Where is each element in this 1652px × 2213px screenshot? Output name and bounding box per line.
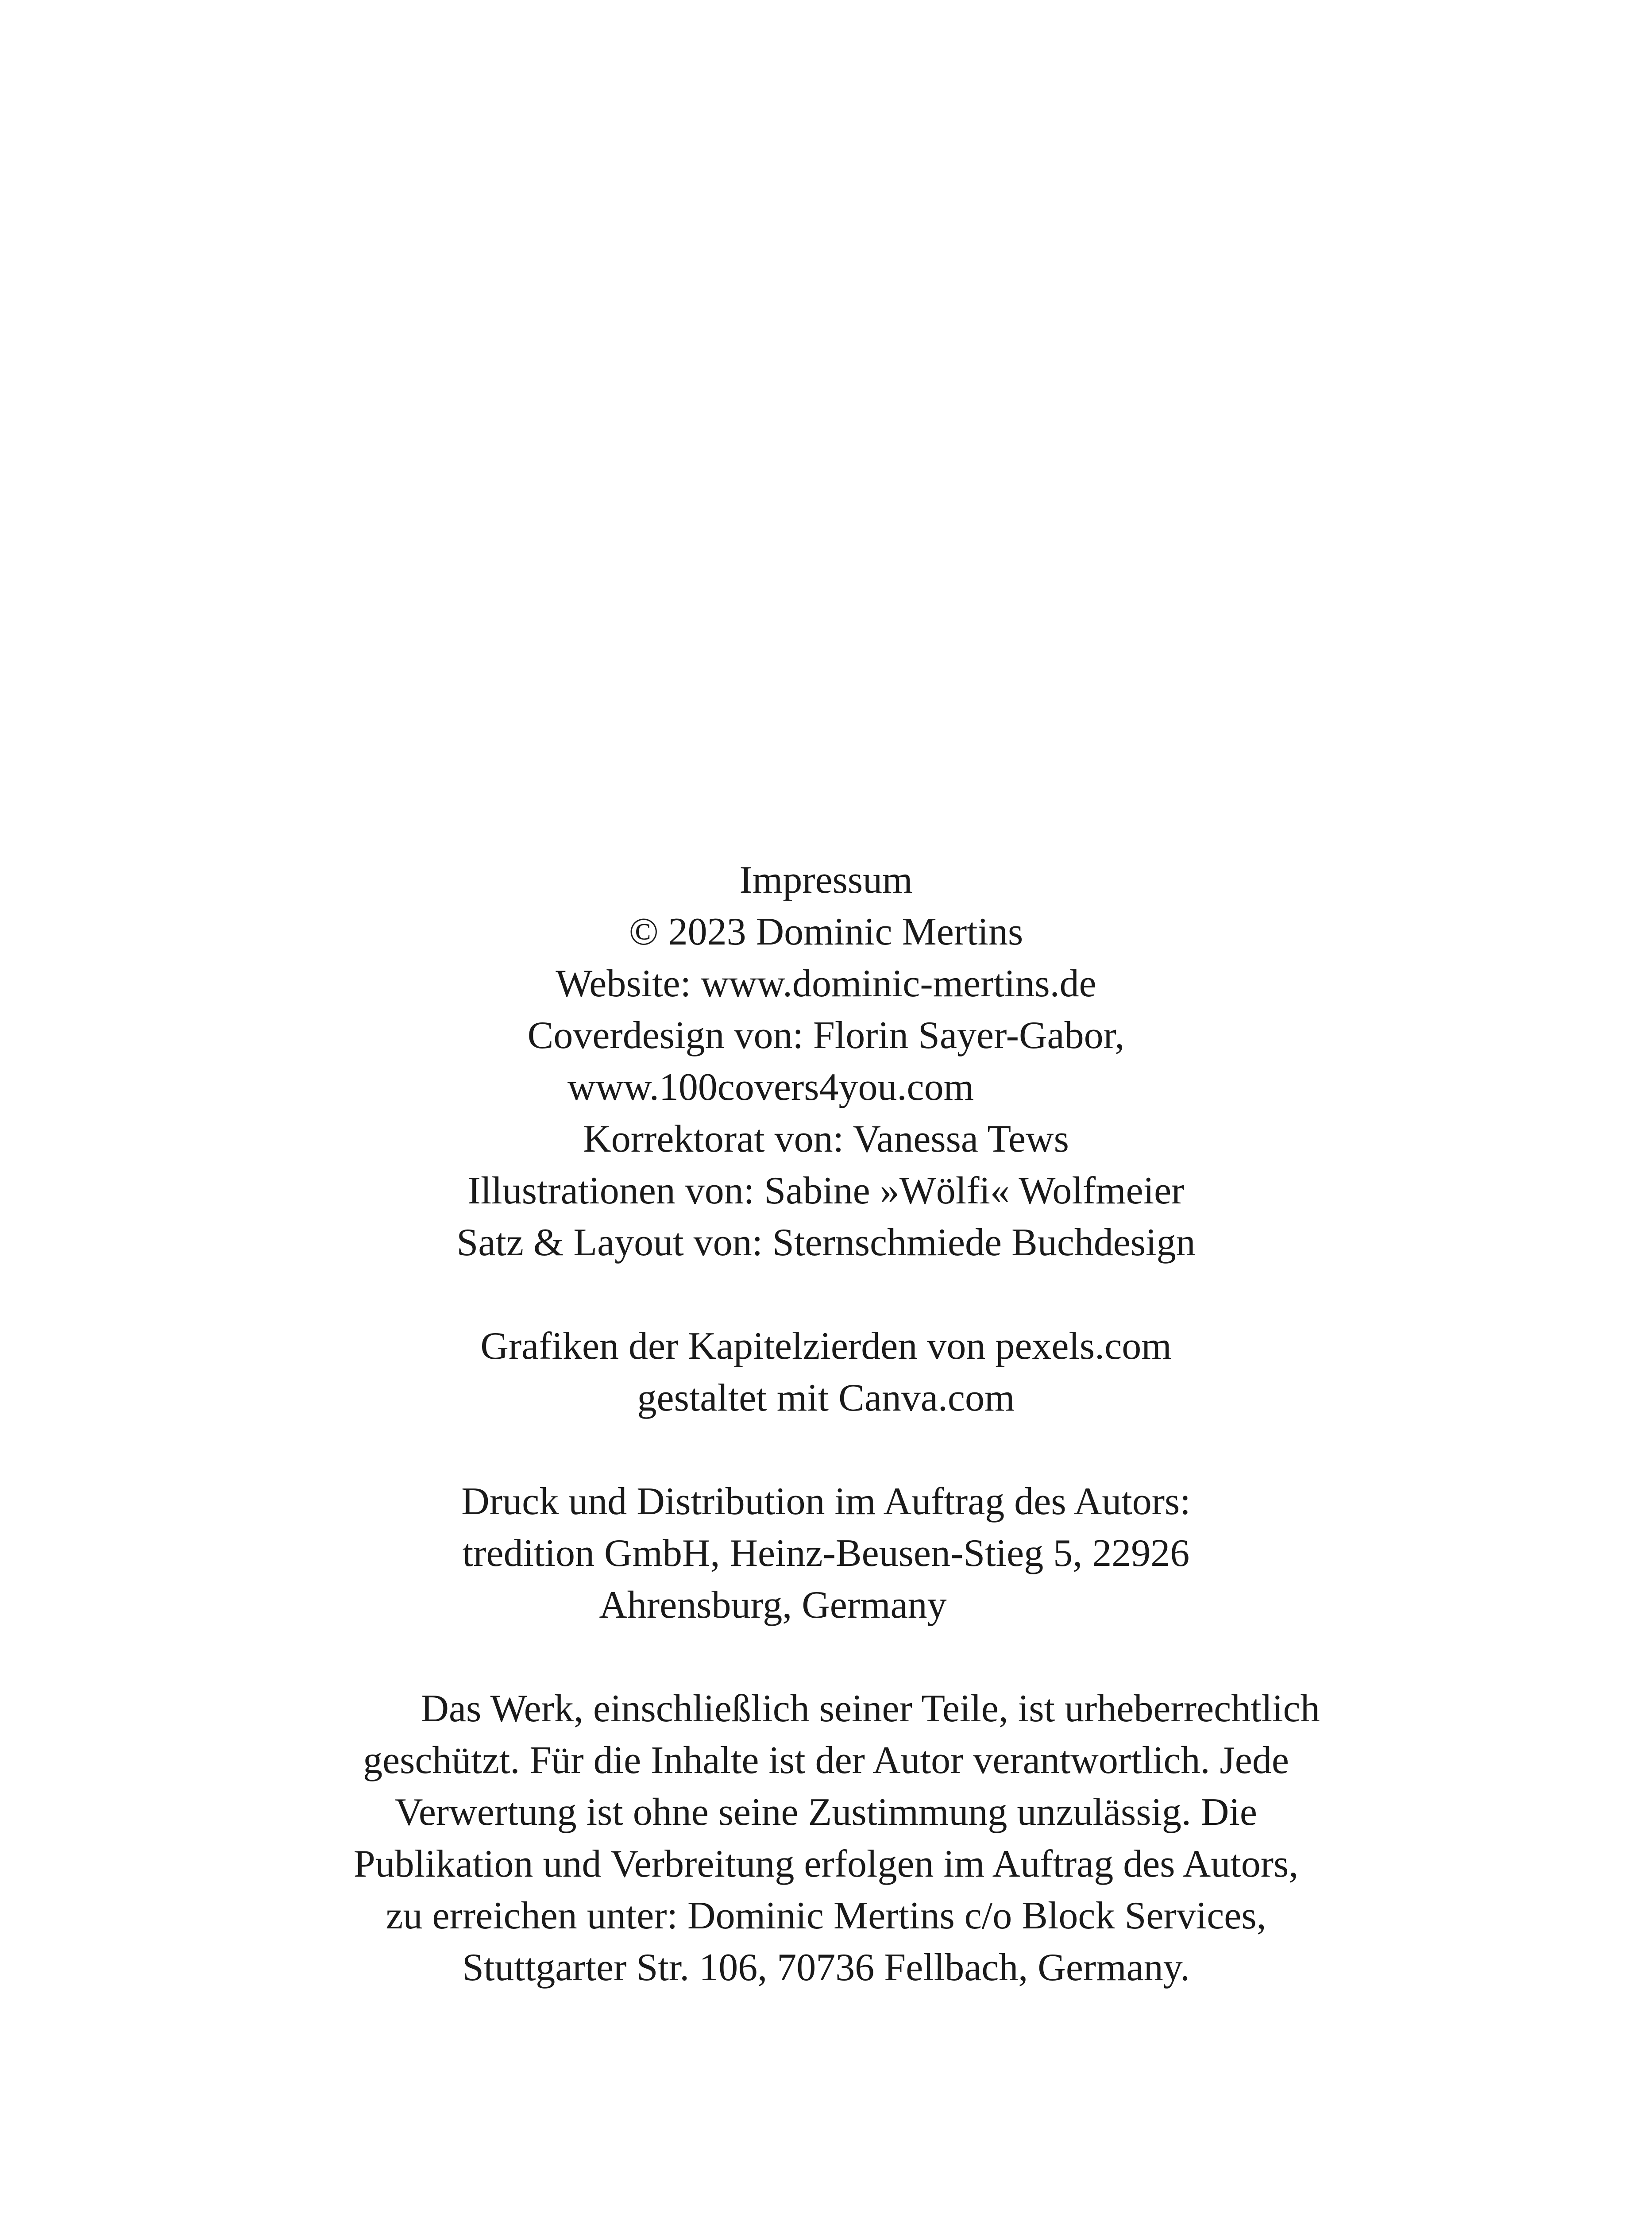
- section-gap: [0, 1268, 1652, 1320]
- copyright-line: © 2023 Dominic Mertins: [629, 910, 1023, 953]
- website-line: Website: www.dominic-mertins.de: [556, 962, 1096, 1005]
- imprint-block: [0, 854, 1652, 1993]
- cover-design-url: www.100covers4you.com: [567, 1066, 974, 1109]
- publisher-city-line: Ahrensburg, Germany: [599, 1584, 947, 1627]
- cover-design-line: Coverdesign von: Florin Sayer-Gabor,: [527, 1014, 1125, 1057]
- legal-line: Das Werk, einschließlich seiner Teile, ist urheberrechtlich: [421, 1687, 1320, 1730]
- legal-line: Publikation und Verbreitung erfolgen im Auftrag des Autors,: [353, 1843, 1299, 1885]
- publisher-address-line: tredition GmbH, Heinz-Beusen-Stieg 5, 22926: [462, 1532, 1190, 1575]
- imprint-title: Impressum: [739, 859, 913, 902]
- legal-line: Stuttgarter Str. 106, 70736 Fellbach, Germany.: [462, 1946, 1190, 1989]
- legal-line: zu erreichen unter: Dominic Mertins c/o Block Services,: [386, 1894, 1266, 1937]
- typesetting-line: Satz & Layout von: Sternschmiede Buchdesign: [456, 1221, 1196, 1264]
- legal-line: geschützt. Für die Inhalte ist der Autor verantwortlich. Jede: [363, 1739, 1289, 1782]
- illustrations-line: Illustrationen von: Sabine »Wölfi« Wolfmeier: [467, 1169, 1185, 1212]
- section-gap: [0, 1424, 1652, 1476]
- proofreading-line: Korrektorat von: Vanessa Tews: [583, 1118, 1069, 1160]
- graphics-tool-line: gestaltet mit Canva.com: [637, 1376, 1015, 1419]
- legal-line: Verwertung ist ohne seine Zustimmung unzulässig. Die: [395, 1791, 1257, 1834]
- section-gap: [0, 1631, 1652, 1683]
- print-distribution-line: Druck und Distribution im Auftrag des Autors:: [461, 1480, 1191, 1523]
- graphics-credit-line: Grafiken der Kapitelzierden von pexels.com: [480, 1325, 1172, 1368]
